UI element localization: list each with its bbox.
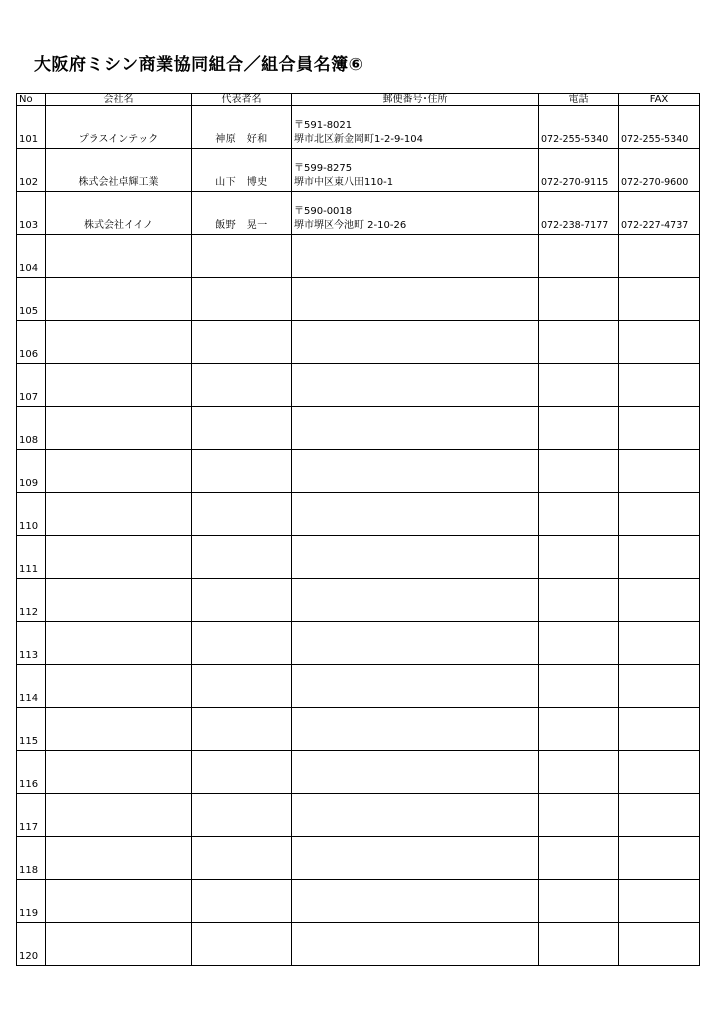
fax-cell — [619, 579, 700, 622]
fax-cell — [619, 235, 700, 278]
representative-cell: 飯野 晃一 — [192, 192, 292, 235]
address-cell — [292, 794, 539, 837]
company-name-cell — [46, 364, 192, 407]
table-row — [17, 923, 700, 966]
address-cell — [292, 192, 539, 235]
table-row — [17, 235, 700, 278]
row-number: 113 — [17, 622, 46, 665]
table-row — [17, 450, 700, 493]
representative-cell — [192, 321, 292, 364]
header-row — [17, 94, 700, 106]
row-number: 104 — [17, 235, 46, 278]
fax-cell: 072-270-9600 — [619, 149, 700, 192]
representative-cell — [192, 794, 292, 837]
fax-cell — [619, 407, 700, 450]
postal-code: 〒599-8275 — [294, 163, 353, 174]
company-name-cell — [46, 235, 192, 278]
address-cell — [292, 407, 539, 450]
company-name-cell — [46, 751, 192, 794]
company-name-cell — [46, 579, 192, 622]
phone-cell — [539, 923, 619, 966]
phone-cell — [539, 278, 619, 321]
table-row — [17, 794, 700, 837]
street-address: 堺市中区東八田110-1 — [294, 177, 394, 188]
company-name-cell: 株式会社イイノ — [46, 192, 192, 235]
header-representative: 代表者名 — [192, 94, 292, 106]
phone-cell: 072-270-9115 — [539, 149, 619, 192]
representative-cell — [192, 278, 292, 321]
fax-cell — [619, 364, 700, 407]
row-number: 102 — [17, 149, 46, 192]
fax-cell — [619, 923, 700, 966]
phone-cell: 072-238-7177 — [539, 192, 619, 235]
fax-cell — [619, 450, 700, 493]
row-number: 119 — [17, 880, 46, 923]
fax-cell: 072-255-5340 — [619, 106, 700, 149]
row-number: 115 — [17, 708, 46, 751]
fax-cell — [619, 622, 700, 665]
representative-cell — [192, 235, 292, 278]
company-name-cell — [46, 407, 192, 450]
company-name-cell — [46, 493, 192, 536]
address-cell — [292, 493, 539, 536]
address-cell — [292, 837, 539, 880]
company-name-cell — [46, 837, 192, 880]
member-roster-table — [16, 93, 700, 966]
table-row — [17, 278, 700, 321]
phone-cell — [539, 493, 619, 536]
phone-cell — [539, 321, 619, 364]
row-number: 107 — [17, 364, 46, 407]
representative-cell — [192, 837, 292, 880]
fax-cell — [619, 493, 700, 536]
table-row — [17, 837, 700, 880]
phone-cell — [539, 364, 619, 407]
table-row — [17, 407, 700, 450]
table-row — [17, 149, 700, 192]
fax-cell — [619, 708, 700, 751]
postal-code: 〒590-0018 — [294, 206, 353, 217]
table-row — [17, 579, 700, 622]
table-row — [17, 364, 700, 407]
representative-cell: 山下 博史 — [192, 149, 292, 192]
row-number: 106 — [17, 321, 46, 364]
row-number: 111 — [17, 536, 46, 579]
fax-cell — [619, 794, 700, 837]
table-row — [17, 880, 700, 923]
phone-cell — [539, 622, 619, 665]
phone-cell — [539, 751, 619, 794]
table-row — [17, 493, 700, 536]
fax-cell — [619, 837, 700, 880]
address-cell — [292, 278, 539, 321]
representative-cell — [192, 880, 292, 923]
header-fax: FAX — [619, 94, 700, 106]
table-row — [17, 536, 700, 579]
page-title: 大阪府ミシン商業協同組合／組合員名簿⑥ — [34, 55, 364, 75]
company-name-cell — [46, 665, 192, 708]
header-no: No — [17, 94, 46, 106]
company-name-cell — [46, 278, 192, 321]
header-address: 郵便番号･住所 — [292, 94, 539, 106]
address-cell — [292, 579, 539, 622]
company-name-cell — [46, 536, 192, 579]
fax-cell — [619, 536, 700, 579]
representative-cell — [192, 493, 292, 536]
fax-cell — [619, 665, 700, 708]
table-row — [17, 622, 700, 665]
company-name-cell — [46, 880, 192, 923]
fax-cell — [619, 278, 700, 321]
address-cell — [292, 665, 539, 708]
address-cell — [292, 149, 539, 192]
address-cell — [292, 450, 539, 493]
row-number: 116 — [17, 751, 46, 794]
company-name-cell — [46, 321, 192, 364]
representative-cell — [192, 407, 292, 450]
fax-cell: 072-227-4737 — [619, 192, 700, 235]
phone-cell — [539, 837, 619, 880]
representative-cell — [192, 708, 292, 751]
company-name-cell: 株式会社卓輝工業 — [46, 149, 192, 192]
roster-body — [17, 106, 700, 966]
representative-cell: 神原 好和 — [192, 106, 292, 149]
phone-cell — [539, 794, 619, 837]
company-name-cell: プラスインテック — [46, 106, 192, 149]
address-cell — [292, 880, 539, 923]
fax-cell — [619, 880, 700, 923]
row-number: 108 — [17, 407, 46, 450]
company-name-cell — [46, 923, 192, 966]
table-row — [17, 192, 700, 235]
street-address: 堺市北区新金岡町1-2-9-104 — [294, 134, 423, 145]
row-number: 114 — [17, 665, 46, 708]
table-row — [17, 321, 700, 364]
row-number: 118 — [17, 837, 46, 880]
representative-cell — [192, 364, 292, 407]
row-number: 101 — [17, 106, 46, 149]
company-name-cell — [46, 708, 192, 751]
address-cell — [292, 622, 539, 665]
row-number: 120 — [17, 923, 46, 966]
representative-cell — [192, 665, 292, 708]
phone-cell: 072-255-5340 — [539, 106, 619, 149]
street-address: 堺市堺区今池町 2-10-26 — [294, 220, 407, 231]
row-number: 105 — [17, 278, 46, 321]
row-number: 110 — [17, 493, 46, 536]
representative-cell — [192, 579, 292, 622]
company-name-cell — [46, 450, 192, 493]
fax-cell — [619, 321, 700, 364]
row-number: 109 — [17, 450, 46, 493]
phone-cell — [539, 579, 619, 622]
address-cell — [292, 364, 539, 407]
representative-cell — [192, 751, 292, 794]
phone-cell — [539, 450, 619, 493]
table-row — [17, 708, 700, 751]
row-number: 112 — [17, 579, 46, 622]
address-cell — [292, 708, 539, 751]
header-tel: 電話 — [539, 94, 619, 106]
representative-cell — [192, 923, 292, 966]
phone-cell — [539, 665, 619, 708]
row-number: 117 — [17, 794, 46, 837]
postal-code: 〒591-8021 — [294, 120, 353, 131]
phone-cell — [539, 880, 619, 923]
company-name-cell — [46, 622, 192, 665]
table-row — [17, 665, 700, 708]
address-cell — [292, 923, 539, 966]
phone-cell — [539, 235, 619, 278]
phone-cell — [539, 536, 619, 579]
company-name-cell — [46, 794, 192, 837]
address-cell — [292, 106, 539, 149]
header-company: 会社名 — [46, 94, 192, 106]
address-cell — [292, 536, 539, 579]
representative-cell — [192, 622, 292, 665]
fax-cell — [619, 751, 700, 794]
table-row — [17, 751, 700, 794]
representative-cell — [192, 450, 292, 493]
address-cell — [292, 751, 539, 794]
representative-cell — [192, 536, 292, 579]
address-cell — [292, 321, 539, 364]
address-cell — [292, 235, 539, 278]
row-number: 103 — [17, 192, 46, 235]
phone-cell — [539, 407, 619, 450]
table-row — [17, 106, 700, 149]
phone-cell — [539, 708, 619, 751]
